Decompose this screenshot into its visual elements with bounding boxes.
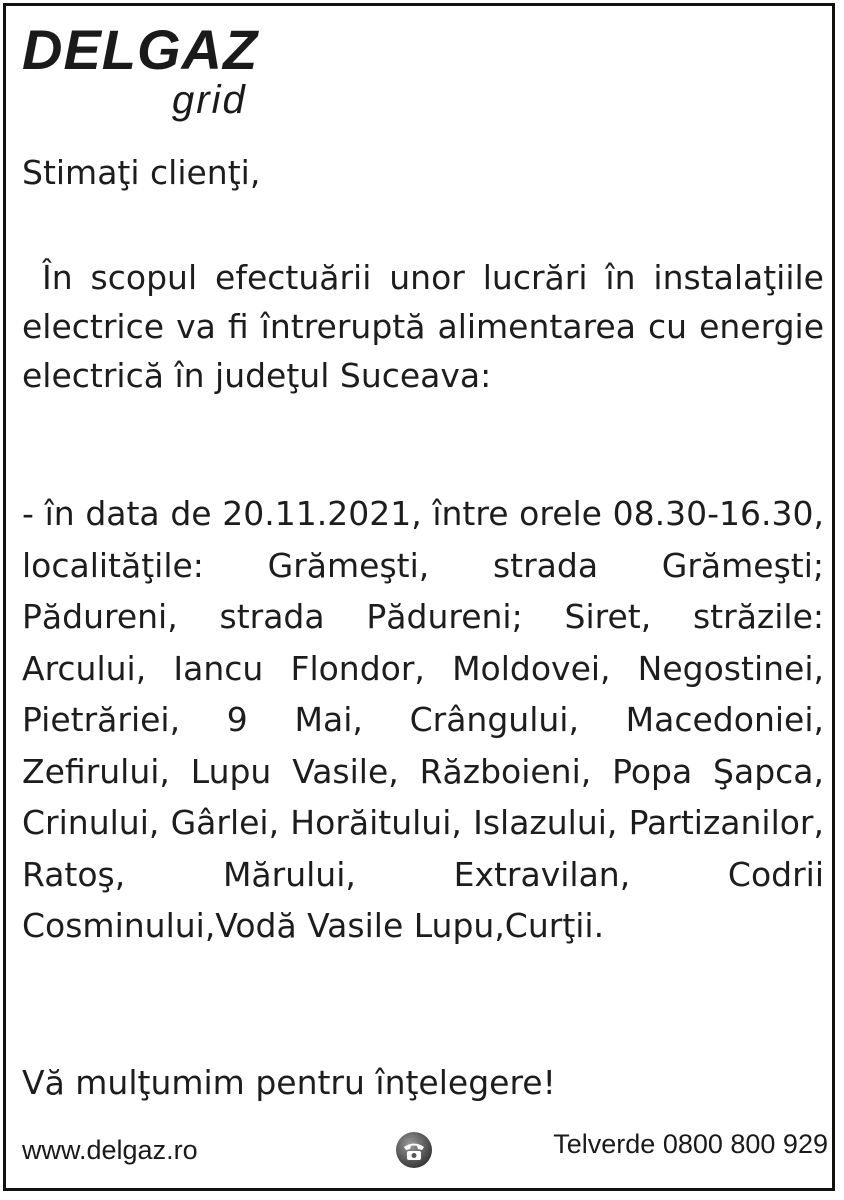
logo-wordmark: DELGAZ: [22, 18, 259, 81]
telephone-icon: [394, 1130, 434, 1170]
footer: [22, 1130, 828, 1170]
outage-details: - în data de 20.11.2021, între orele 08.30-16.30, localităţile: Grămeşti, strada Grămeşti; Pădureni, strada Pădureni; Siret, străzile: Arcului, Iancu Flondor, Moldovei, Negostinei, Pietrăriei, 9 Mai, Crângului, Macedoniei, Zefirului, Lupu Vasile, Războieni, Popa Şapca, Crinului, Gârlei, Horăitului, Islazului, Partizanilor, Ratoş, Mărului, Extravilan, Codrii Cosminului,Vodă Vasile Lupu,Curţii.: [22, 494, 824, 945]
delgaz-grid-logo: [22, 20, 282, 120]
thank-you-message: Vă mulţumim pentru înţelegere!: [22, 1063, 556, 1102]
intro-paragraph: În scopul efectuării unor lucrări în instalaţiile electrice va fi întreruptă alimentarea cu energie electrică în judeţul Suceava:: [22, 258, 824, 395]
greeting: Stimaţi clienţi,: [22, 153, 261, 192]
hotline-number[interactable]: Telverde 0800 800 929: [553, 1129, 828, 1159]
website-link[interactable]: www.delgaz.ro: [22, 1135, 198, 1165]
logo-subtitle: grid: [172, 78, 247, 122]
